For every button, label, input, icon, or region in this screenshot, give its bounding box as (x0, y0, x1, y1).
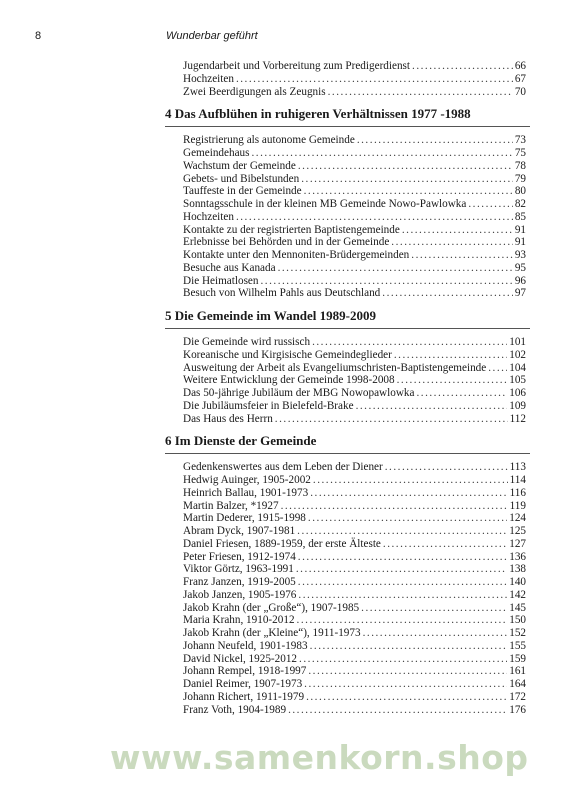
toc-entry-title: Johann Rempel, 1918-1997 (183, 665, 307, 678)
dot-leader (308, 665, 507, 677)
toc-entry-page: 102 (509, 348, 526, 361)
toc-entry-page: 145 (509, 601, 526, 614)
dot-leader (236, 211, 513, 223)
toc-entry (183, 362, 526, 374)
toc-entry-page: 91 (514, 236, 526, 249)
toc-entry (183, 665, 526, 677)
toc-entry (183, 400, 526, 412)
toc-entry-page: 172 (509, 690, 526, 703)
toc-entry-title: Das 50-jährige Jubiläum der MBG Nowopawlowka (183, 387, 415, 399)
toc-entry-page: 125 (509, 525, 526, 537)
toc-entry-page: 152 (509, 627, 526, 639)
toc-entry-title: Weitere Entwicklung der Gemeinde 1998-2008 (183, 374, 395, 387)
toc-entry-title: Hedwig Auinger, 1905-2002 (183, 474, 311, 486)
dot-leader (357, 134, 513, 146)
toc-entry-page: 140 (509, 576, 526, 588)
toc-entry (183, 474, 526, 486)
toc-entry (183, 224, 526, 236)
toc-entry-title: Ausweitung der Arbeit als Evangeliumschristen-Baptistengemeinde (183, 361, 487, 374)
dot-leader (397, 374, 508, 386)
toc-entry-title: Jakob Krahn (der „Kleine“), 1911-1973 (183, 627, 361, 639)
toc-entry-title: Peter Friesen, 1912-1974 (183, 550, 296, 563)
dot-leader (261, 275, 513, 287)
toc-entry (183, 349, 526, 361)
chapter-rule (165, 328, 530, 329)
toc-entry-page: 66 (514, 60, 526, 72)
page-number: 8 (35, 30, 42, 42)
toc-entry-title: Martin Balzer, *1927 (183, 499, 279, 512)
toc-entry (183, 487, 526, 499)
dot-leader (297, 525, 507, 537)
toc-entry-title: Viktor Görtz, 1963-1991 (183, 563, 294, 576)
dot-leader (468, 198, 512, 210)
toc-entry-page: 112 (509, 412, 526, 425)
toc-entry (183, 461, 526, 473)
dot-leader (356, 400, 508, 412)
toc-entry-title: Heinrich Ballau, 1901-1973 (183, 486, 309, 499)
dot-leader (301, 173, 513, 185)
dot-leader (298, 576, 507, 588)
toc-entry-title: Koreanische und Kirgisische Gemeindeglieder (183, 348, 392, 361)
toc-entry (183, 160, 526, 172)
toc-entry (183, 249, 526, 261)
toc-entry-page: 95 (514, 261, 526, 274)
toc-entry (183, 173, 526, 185)
toc-entry-title: Das Haus des Herrn (183, 412, 273, 425)
dot-leader (275, 413, 508, 425)
toc-entry-page: 113 (509, 461, 526, 474)
toc-entry-page: 142 (509, 588, 526, 601)
chapter-heading: 5 Die Gemeinde im Wandel 1989-2009 (165, 308, 377, 323)
toc-entry-page: 119 (509, 499, 526, 512)
toc-entry-page: 109 (509, 399, 526, 412)
toc-entry-page: 116 (509, 486, 526, 499)
toc-entry-title: Besuche aus Kanada (183, 261, 276, 274)
dot-leader (308, 512, 507, 524)
toc-entry-page: 70 (514, 85, 526, 98)
toc-entry-page: 80 (514, 185, 526, 198)
dot-leader (391, 236, 513, 248)
toc-entry-title: Die Gemeinde wird russisch (183, 336, 311, 348)
dot-leader (298, 589, 507, 601)
toc-entry (183, 185, 526, 197)
toc-entry-title: Johann Richert, 1911-1979 (183, 690, 305, 703)
toc-entry (183, 275, 526, 287)
toc-entry (183, 525, 526, 537)
dot-leader (278, 262, 513, 274)
toc-entry-page: 106 (509, 387, 526, 399)
toc-entry (183, 134, 526, 146)
toc-entry-title: Wachstum der Gemeinde (183, 159, 296, 172)
toc-entry (183, 86, 526, 98)
dot-leader (411, 249, 513, 261)
toc-entry (183, 198, 526, 210)
toc-entry-page: 127 (509, 537, 526, 550)
dot-leader (328, 86, 513, 98)
toc-entry-page: 150 (509, 614, 526, 627)
toc-entry (183, 60, 526, 72)
toc-entry-page: 159 (509, 652, 526, 665)
dot-leader (304, 185, 513, 197)
toc-entry-page: 101 (509, 336, 526, 348)
toc-entry-title: Daniel Reimer, 1907-1973 (183, 678, 303, 690)
chapter-heading: 6 Im Dienste der Gemeinde (165, 433, 317, 449)
dot-leader (382, 287, 513, 299)
toc-entry (183, 563, 526, 575)
toc-entry-title: Franz Janzen, 1919-2005 (183, 576, 296, 588)
dot-leader (298, 160, 513, 172)
dot-leader (297, 614, 508, 626)
dot-leader (251, 147, 512, 159)
toc-entry-title: Abram Dyck, 1907-1981 (183, 525, 296, 537)
toc-entry (183, 512, 526, 524)
toc-entry-page: 73 (514, 134, 526, 147)
toc-entry (183, 551, 526, 563)
dot-leader (306, 691, 507, 703)
toc-entry-title: Besuch von Wilhelm Pahls aus Deutschland (183, 287, 381, 300)
dot-leader (281, 500, 508, 512)
toc-entry-page: 96 (514, 274, 526, 287)
toc-entry (183, 374, 526, 386)
toc-entry (183, 147, 526, 159)
dot-leader (383, 538, 507, 550)
toc-entry-page: 93 (514, 249, 526, 261)
toc-entry-title: Franz Voth, 1904-1989 (183, 703, 287, 716)
dot-leader (416, 387, 507, 399)
toc-entry (183, 678, 526, 690)
toc-entry (183, 653, 526, 665)
toc-entry (183, 691, 526, 703)
dot-leader (402, 224, 513, 236)
dot-leader (310, 487, 507, 499)
toc-entry-title: Sonntagsschule in der kleinen MB Gemeinde Nowo-Pawlowka (183, 198, 467, 210)
toc-entry (183, 211, 526, 223)
toc-entry-title: Hochzeiten (183, 210, 234, 223)
toc-entry-title: Martin Dederer, 1915-1998 (183, 512, 306, 525)
toc-entry (183, 576, 526, 588)
toc-entry-title: Gebets- und Bibelstunden (183, 172, 300, 185)
chapter-rule (165, 453, 530, 454)
toc-entry-page: 124 (509, 512, 526, 525)
dot-leader (310, 640, 508, 652)
toc-entry-page: 97 (514, 287, 526, 300)
dot-leader (385, 461, 508, 473)
toc-entry (183, 589, 526, 601)
toc-entry-title: Kontakte zu der registrierten Baptistengemeinde (183, 223, 400, 236)
toc-entry-title: Die Jubiläumsfeier in Bielefeld-Brake (183, 399, 354, 412)
toc-entry (183, 287, 526, 299)
toc-entry-page: 164 (509, 678, 526, 690)
toc-entry-title: Jakob Janzen, 1905-1976 (183, 588, 297, 601)
dot-leader (312, 336, 507, 348)
dot-leader (488, 362, 507, 374)
toc-entry (183, 627, 526, 639)
toc-entry-title: David Nickel, 1925-2012 (183, 652, 298, 665)
toc-entry (183, 500, 526, 512)
toc-entry-page: 161 (509, 665, 526, 678)
toc-entry (183, 73, 526, 85)
dot-leader (363, 627, 508, 639)
toc-entry-page: 104 (509, 361, 526, 374)
dot-leader (288, 704, 507, 716)
toc-entry-page: 155 (509, 639, 526, 652)
watermark: www.samenkorn.shop (110, 738, 529, 777)
toc-entry-title: Johann Neufeld, 1901-1983 (183, 639, 308, 652)
dot-leader (304, 678, 507, 690)
toc-entry-title: Maria Krahn, 1910-2012 (183, 614, 295, 627)
toc-entry (183, 413, 526, 425)
toc-entry-title: Kontakte unter den Mennoniten-Brüdergemeinden (183, 249, 410, 261)
toc-entry-page: 105 (509, 374, 526, 387)
toc-entry-title: Zwei Beerdigungen als Zeugnis (183, 85, 326, 98)
dot-leader (313, 474, 508, 486)
chapter-heading: 4 Das Aufblühen in ruhigeren Verhältnissen 1977 -1988 (165, 106, 471, 122)
toc-entry (183, 387, 526, 399)
toc-entry-page: 91 (514, 223, 526, 236)
toc-entry-page: 67 (514, 72, 526, 85)
dot-leader (236, 73, 513, 85)
running-title: Wunderbar geführt (166, 30, 258, 42)
dot-leader (394, 349, 507, 361)
toc-entry-page: 176 (509, 703, 526, 716)
toc-entry-page: 114 (509, 474, 526, 486)
toc-entry-title: Daniel Friesen, 1889-1959, der erste Älteste (183, 537, 381, 550)
toc-entry-page: 75 (514, 147, 526, 159)
dot-leader (298, 551, 507, 563)
toc-entry-title: Jakob Krahn (der „Große“), 1907-1985 (183, 601, 360, 614)
toc-entry-title: Die Heimatlosen (183, 274, 259, 287)
toc-entry-title: Erlebnisse bei Behörden und in der Gemeinde (183, 236, 390, 249)
toc-entry-title: Gemeindehaus (183, 147, 250, 159)
dot-leader (299, 653, 507, 665)
chapter-rule (165, 126, 530, 127)
toc-entry-title: Tauffeste in der Gemeinde (183, 185, 302, 198)
toc-entry (183, 602, 526, 614)
toc-entry (183, 538, 526, 550)
dot-leader (296, 563, 507, 575)
toc-entry (183, 236, 526, 248)
toc-entry (183, 336, 526, 348)
toc-entry (183, 614, 526, 626)
toc-entry-title: Gedenkenswertes aus dem Leben der Diener (183, 461, 383, 474)
toc-entry-page: 78 (514, 159, 526, 172)
toc-entry-page: 79 (514, 172, 526, 185)
dot-leader (361, 602, 507, 614)
toc-entry-page: 136 (509, 550, 526, 563)
toc-entry-title: Jugendarbeit und Vorbereitung zum Predigerdienst (183, 60, 411, 72)
toc-entry-title: Registrierung als autonome Gemeinde (183, 134, 355, 147)
toc-entry (183, 640, 526, 652)
toc-entry-page: 82 (514, 198, 526, 210)
toc-entry (183, 704, 526, 716)
toc-entry (183, 262, 526, 274)
toc-entry-page: 85 (514, 210, 526, 223)
dot-leader (412, 60, 513, 72)
toc-entry-title: Hochzeiten (183, 72, 234, 85)
toc-entry-page: 138 (509, 563, 526, 576)
running-header (0, 30, 567, 46)
